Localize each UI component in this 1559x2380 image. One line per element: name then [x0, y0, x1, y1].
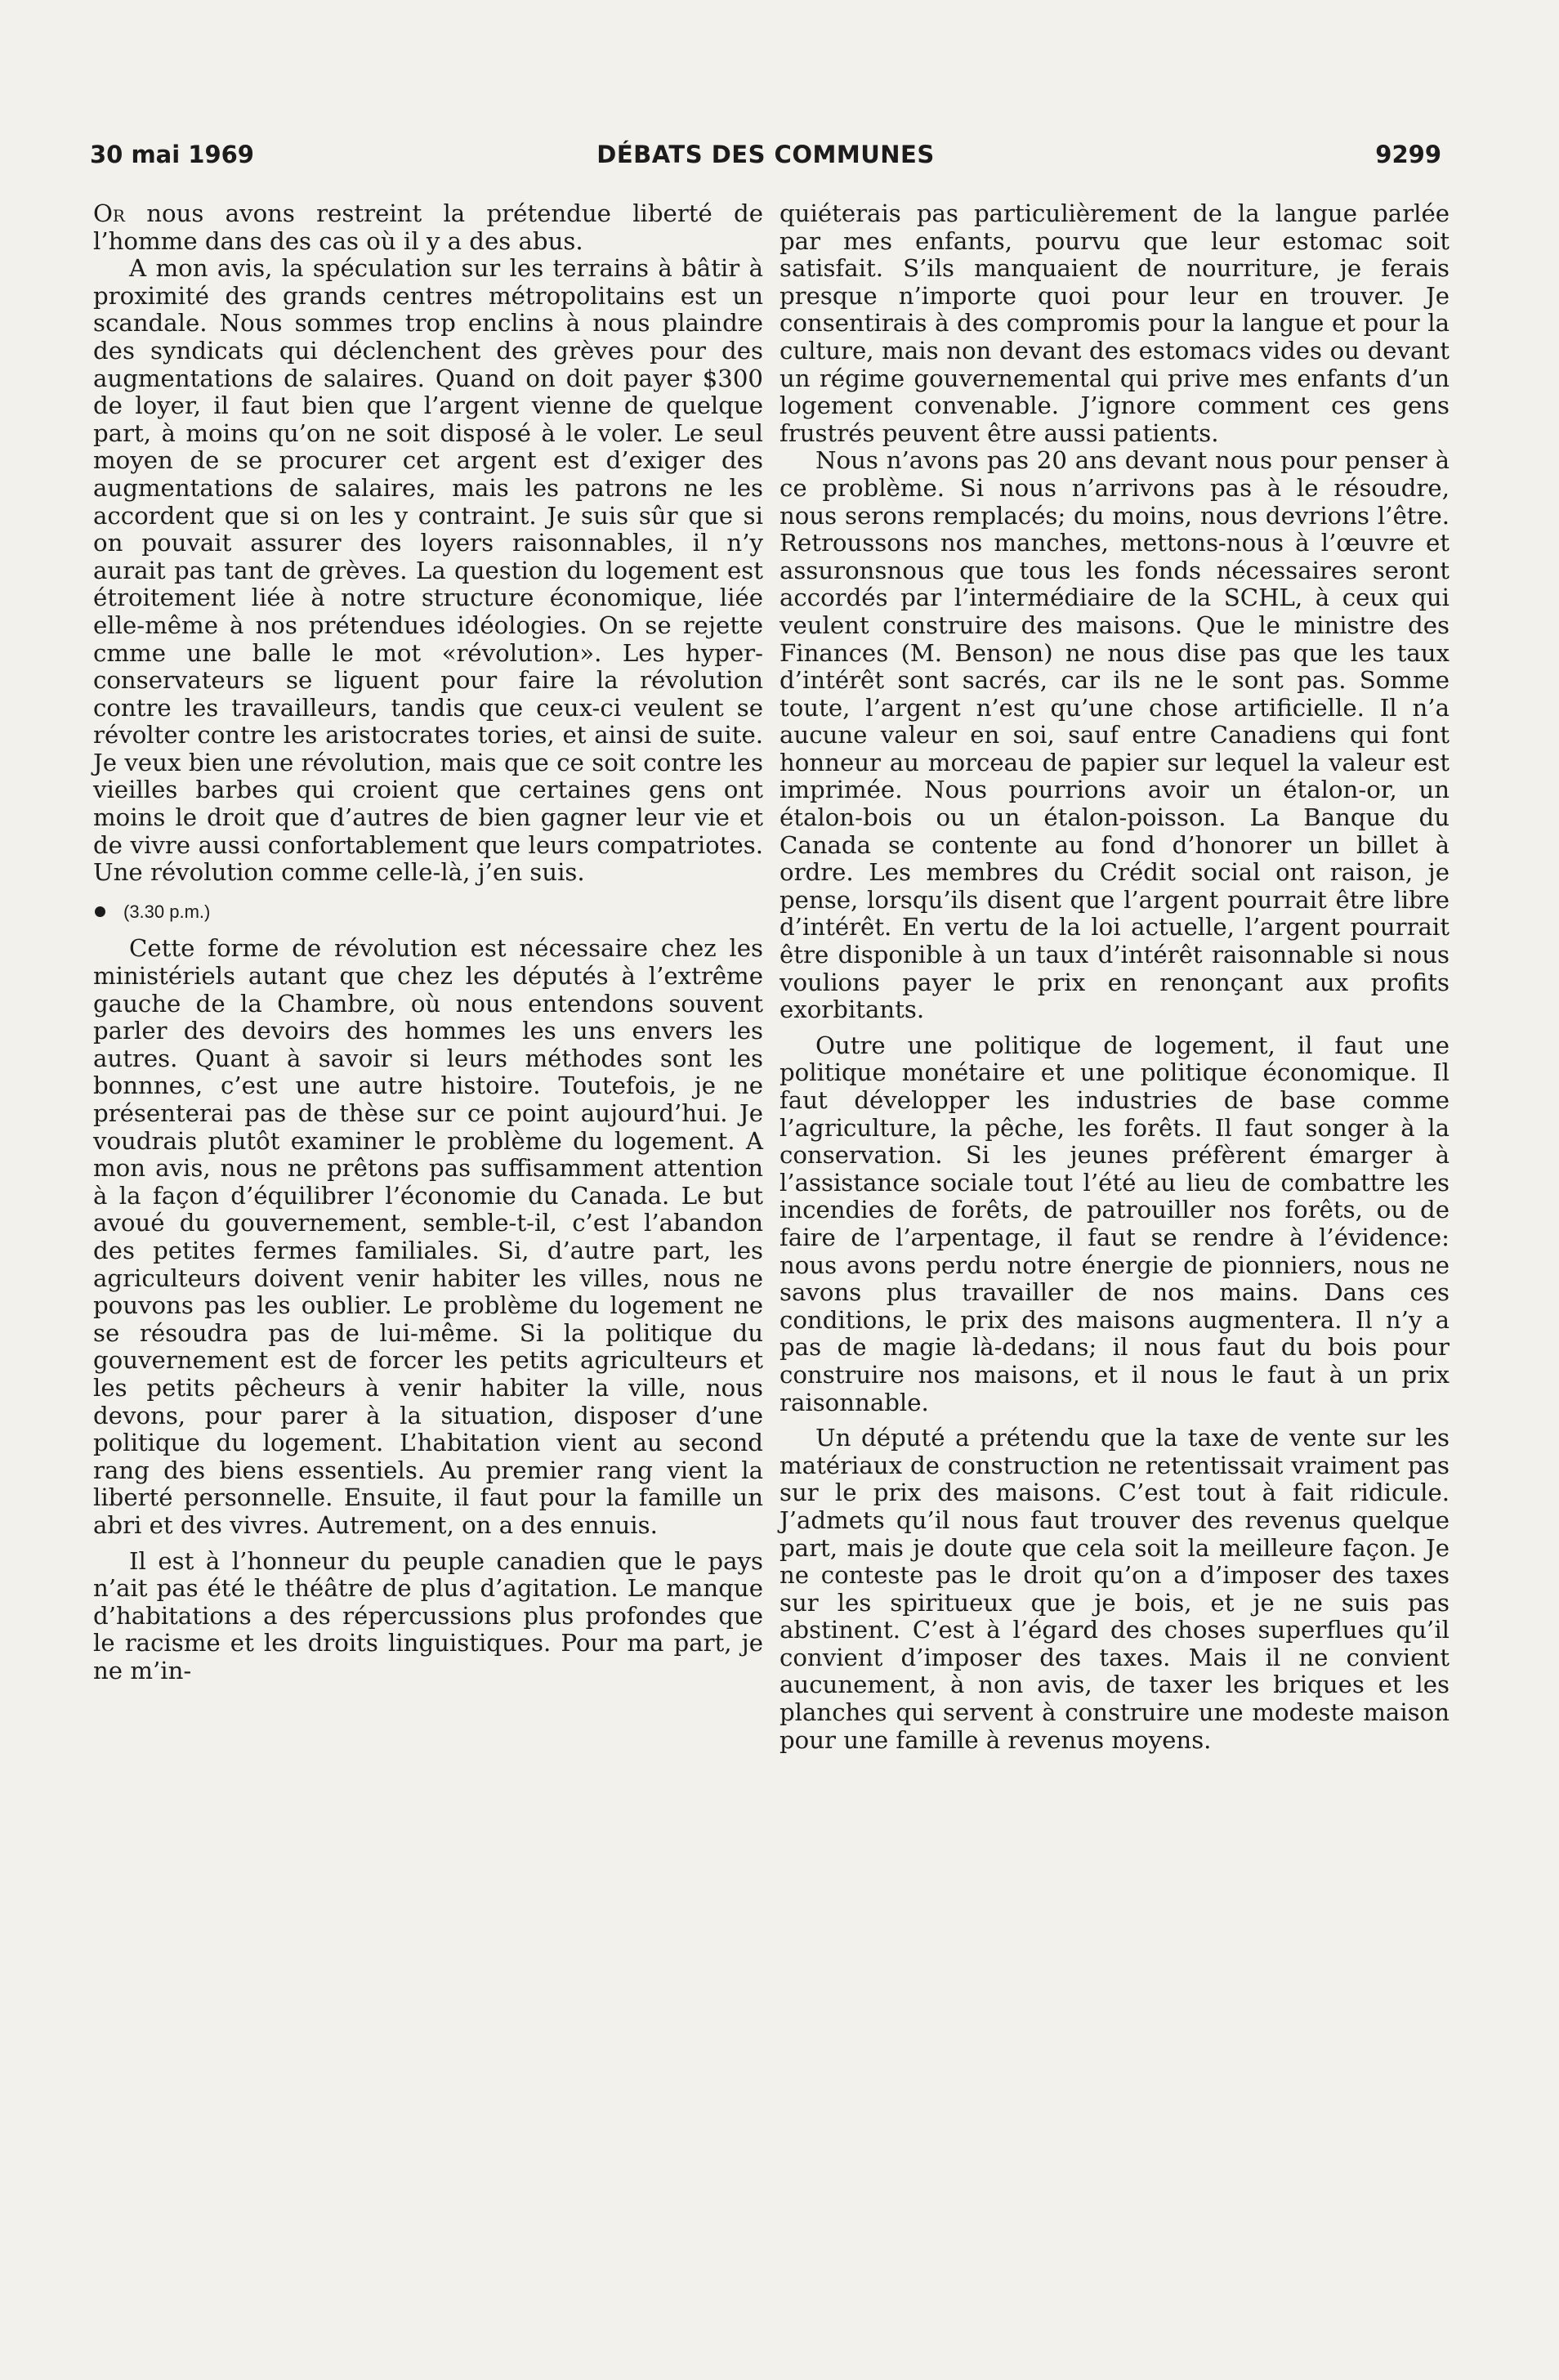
page-header [90, 141, 1441, 181]
paragraph: A mon avis, la spéculation sur les terrains à bâtir à proximité des grands centres métropolitains est un scandale. Nous sommes trop enclins à nous plaindre des syndicats qui déclenchent des grèves pour des augmentations de salaires. Quand on doit payer $300 de loyer, il faut bien que l’argent vienne de quelque part, à moins qu’on ne soit disposé à le voler. Le seul moyen de se procurer cet argent est d’exiger des augmentations de salaires, mais les patrons ne les accordent que si on les y contraint. Je suis sûr que si on pouvait assurer des loyers raisonnables, il n’y aurait pas tant de grèves. La question du logement est étroitement liée à notre structure économique, liée elle-même à nos prétendues idéologies. On se rejette cmme une balle le mot «révolution». Les hyper-conservateurs se liguent pour faire la révolution contre les travailleurs, tandis que ceux-ci veulent se révolter contre les aristocrates tories, et ainsi de suite. Je veux bien une révolution, mais que ce soit contre les vieilles barbes qui croient que certaines gens ont moins le droit que d’autres de bien gagner leur vie et de vivre aussi confortablement que leurs compatriotes. Une révolution comme celle-là, j’en suis. [93, 254, 763, 887]
paragraph: Cette forme de révolution est nécessaire chez les ministériels autant que chez les députés à l’extrême gauche de la Chambre, où nous entendons souvent parler des devoirs des hommes les uns envers les autres. Quant à savoir si leurs méthodes sont les bonnnes, c’est une autre histoire. Toutefois, je ne présenterai pas de thèse sur ce point aujourd’hui. Je voudrais plutôt examiner le problème du logement. A mon avis, nous ne prêtons pas suffisamment attention à la façon d’équilibrer l’économie du Canada. Le but avoué du gouvernement, semble-t-il, c’est l’abandon des petites fermes familiales. Si, d’autre part, les agriculteurs doivent venir habiter les villes, nous ne pouvons pas les oublier. Le problème du logement ne se résoudra pas de lui-même. Si la politique du gouvernement est de forcer les petits agriculteurs et les petits pêcheurs à venir habiter la ville, nous devons, pour parer à la situation, disposer d’une politique du logement. L’habitation vient au second rang des biens essentiels. Au premier rang vient la liberté personnelle. Ensuite, il faut pour la famille un abri et des vivres. Autrement, on a des ennuis. [93, 934, 763, 1539]
paragraph-lead: Or [93, 199, 125, 227]
header-date: 30 mai 1969 [90, 141, 254, 168]
bullet-icon [95, 906, 105, 917]
right-column [780, 200, 1450, 1754]
page-number: 9299 [1375, 141, 1441, 168]
paragraph-text: nous avons restreint la prétendue liberté de l’homme dans des cas où il y a des abus. [93, 199, 763, 255]
header-title: DÉBATS DES COMMUNES [596, 141, 935, 168]
paragraph: Outre une politique de logement, il faut une politique monétaire et une politique économique. Il faut développer les industries de base comme l’agriculture, la pêche, les forêts. Il faut songer à la conservation. Si les jeunes préfèrent émarger à l’assistance sociale tout l’été au lieu de combattre les incendies de forêts, de patrouiller nos forêts, ou de faire de l’arpentage, il faut se rendre à l’évidence: nous avons perdu notre énergie de pionniers, nous ne savons plus travailler de nos mains. Dans ces conditions, le prix des maisons augmentera. Il n’y a pas de magie là-dedans; il nous faut du bois pour construire nos maisons, et il nous le faut à un prix raisonnable. [780, 1031, 1450, 1416]
time-marker [93, 898, 763, 926]
paragraph: Un député a prétendu que la taxe de vente sur les matériaux de construction ne retentissait vraiment pas sur le prix des maisons. C’est tout à fait ridicule. J’admets qu’il nous faut trouver des revenus quelque part, mais je doute que cela soit la meilleure façon. Je ne conteste pas le droit qu’on a d’imposer des taxes sur les spiritueux que je bois, et je ne suis pas abstinent. C’est à l’égard des choses superflues qu’il convient d’imposer des taxes. Mais il ne convient aucunement, à non avis, de taxer les briques et les planches qui servent à construire une modeste maison pour une famille à revenus moyens. [780, 1424, 1450, 1754]
paragraph [93, 200, 763, 255]
time-marker-text: (3.30 p.m.) [123, 901, 211, 922]
paragraph: Il est à l’honneur du peuple canadien que le pays n’ait pas été le théâtre de plus d’agitation. Le manque d’habitations a des répercussions plus profondes que le racisme et les droits linguistiques. Pour ma part, je ne m’in- [93, 1546, 763, 1684]
paragraph: quiéterais pas particulièrement de la langue parlée par mes enfants, pourvu que leur estomac soit satisfait. S’ils manquaient de nourriture, je ferais presque n’importe quoi pour leur en trouver. Je consentirais à des compromis pour la langue et pour la culture, mais non devant des estomacs vides ou devant un régime gouvernemental qui prive mes enfants d’un logement convenable. J’ignore comment ces gens frustrés peuvent être aussi patients. [780, 199, 1450, 447]
paragraph: Nous n’avons pas 20 ans devant nous pour penser à ce problème. Si nous n’arrivons pas à le résoudre, nous serons remplacés; du moins, nous devrions l’être. Retroussons nos manches, mettons-nous à l’œuvre et assuronsnous que tous les fonds nécessaires seront accordés par l’intermédiaire de la SCHL, à ceux qui veulent construire des maisons. Que le ministre des Finances (M. Benson) ne nous dise pas que les taux d’intérêt sont sacrés, car ils ne le sont pas. Somme toute, l’argent n’est qu’une chose artificielle. Il n’a aucune valeur en soi, sauf entre Canadiens qui font honneur au morceau de papier sur lequel la valeur est imprimée. Nous pourrions avoir un étalon-or, un étalon-bois ou un étalon-poisson. La Banque du Canada se contente au fond d’honorer un billet à ordre. Les membres du Crédit social ont raison, je pense, lorsqu’ils disent que l’argent pourrait être libre d’intérêt. En vertu de la loi actuelle, l’argent pourrait être disponible à un taux d’intérêt raisonnable si nous voulions payer le prix en renonçant aux profits exorbitants. [780, 446, 1450, 1024]
left-column [93, 200, 763, 1684]
